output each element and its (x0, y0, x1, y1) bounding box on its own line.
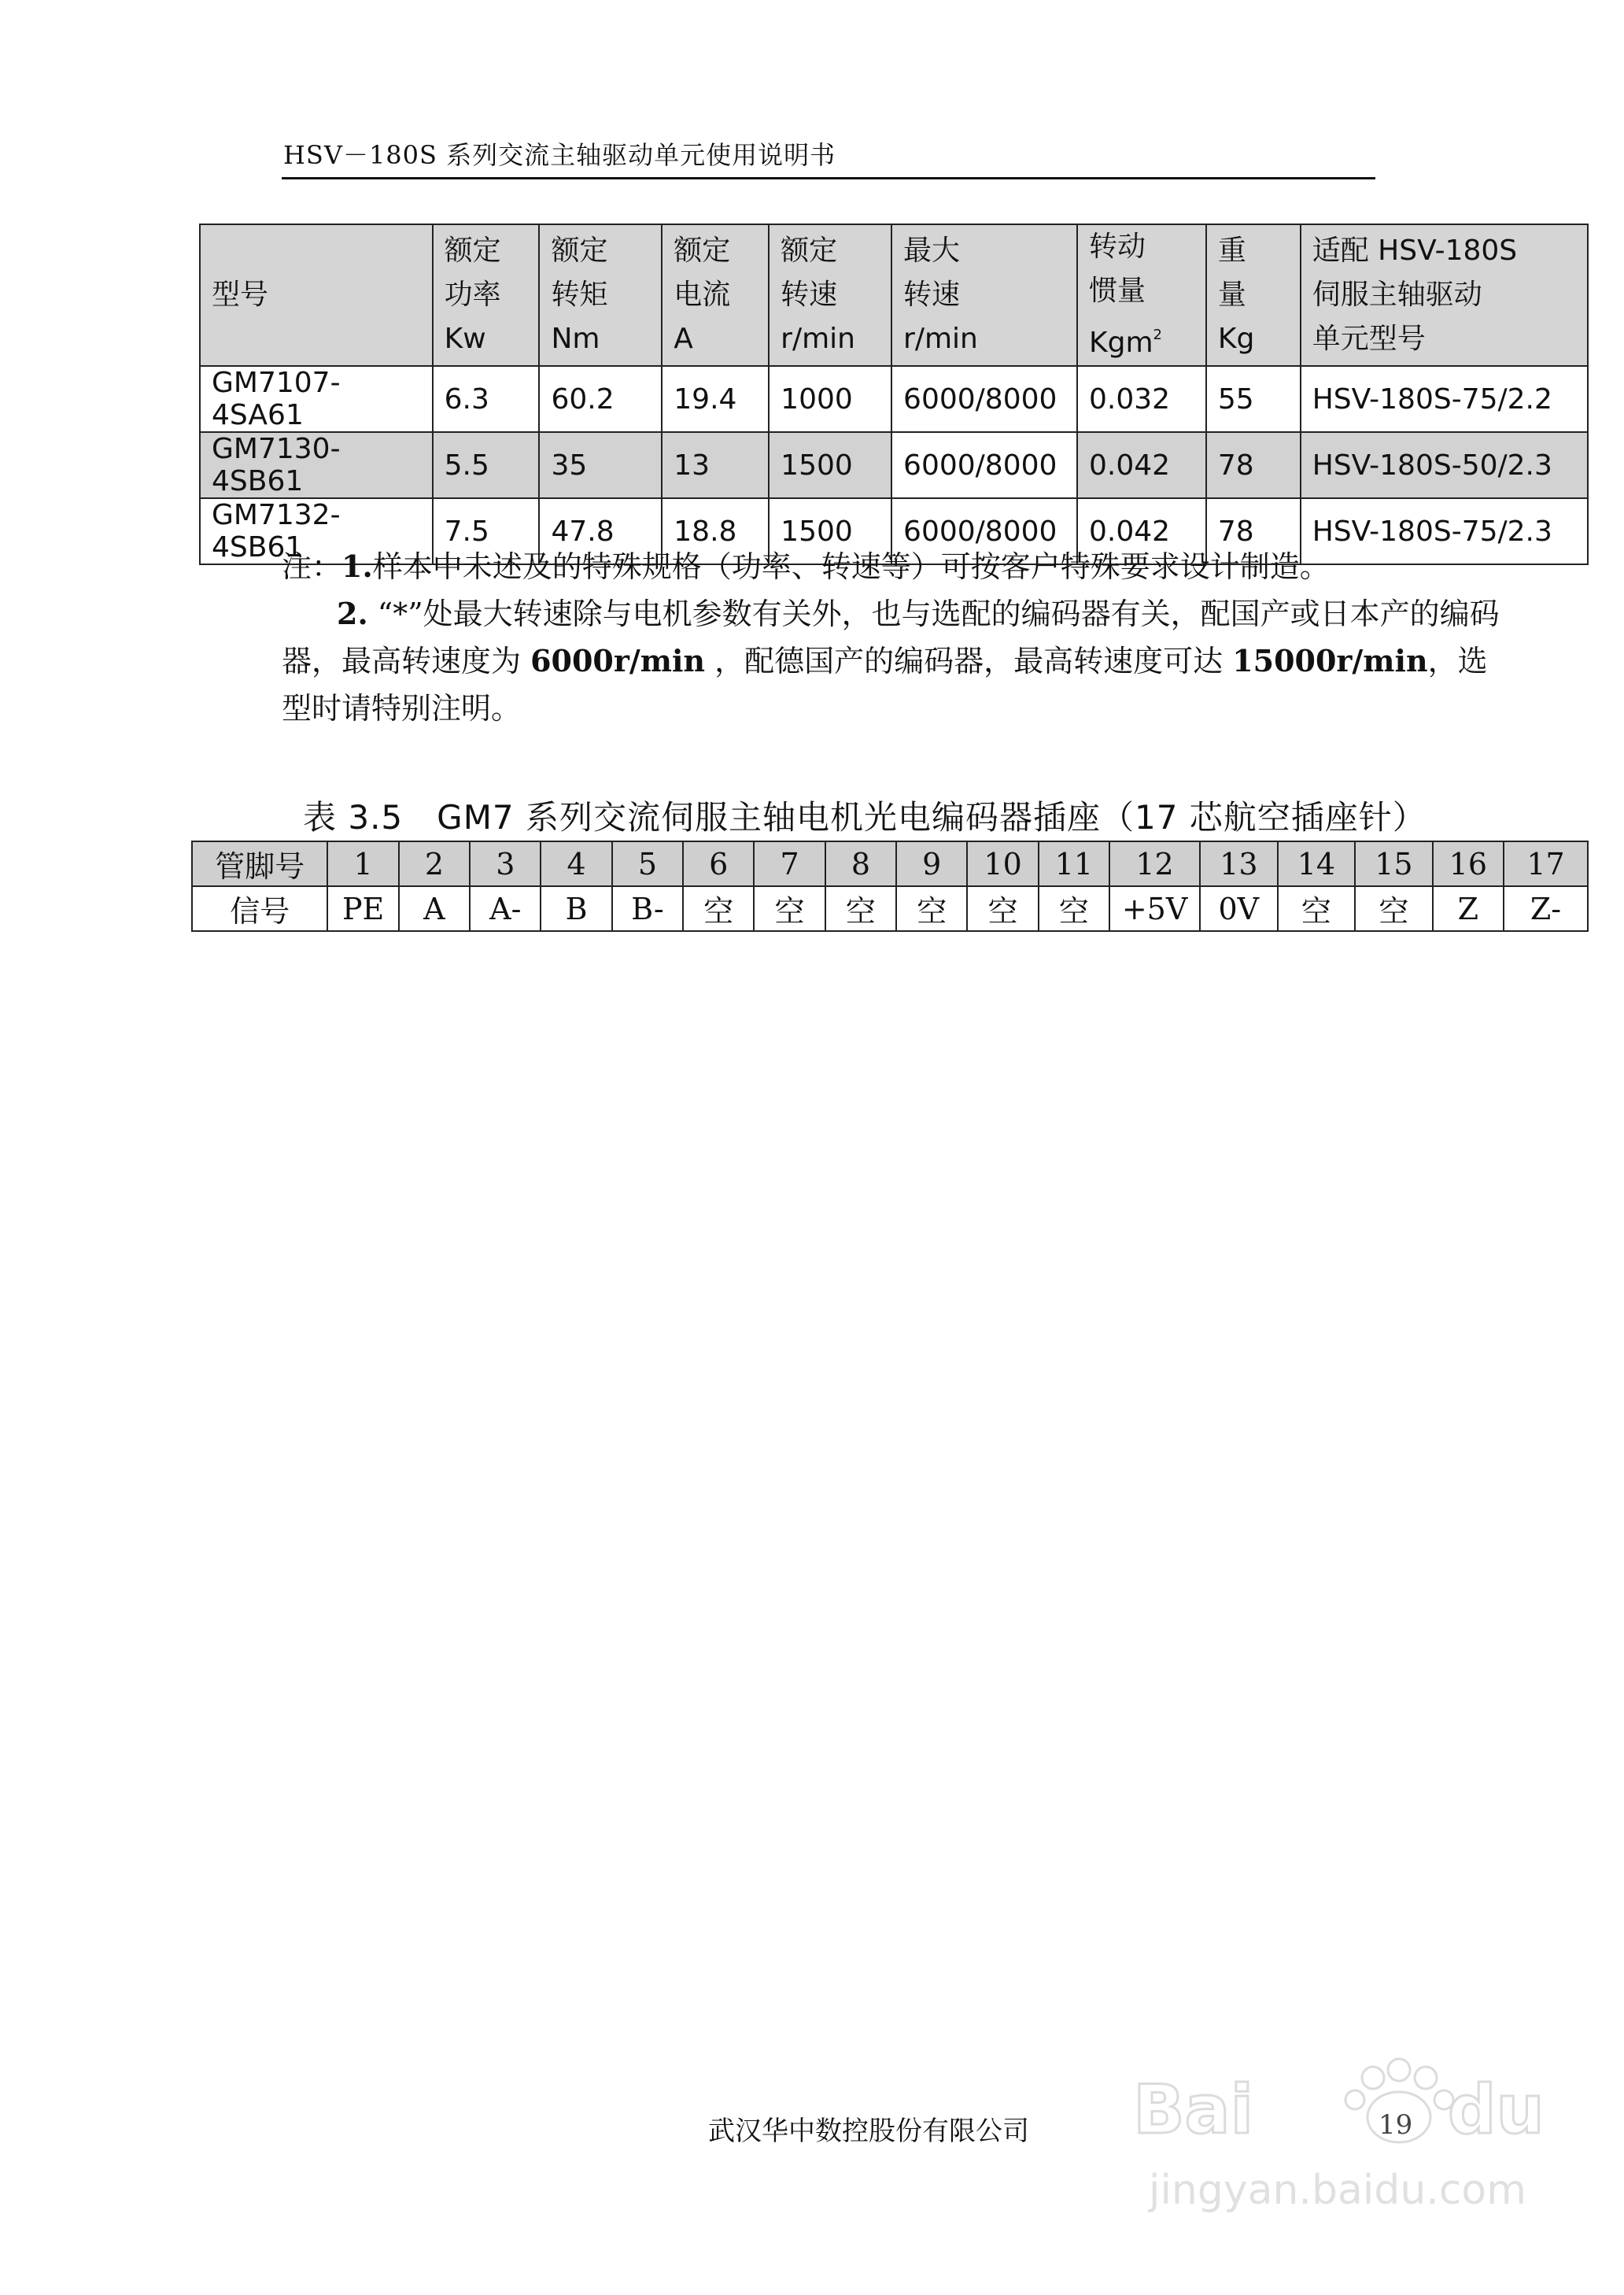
pin-number-cell: 14 (1278, 841, 1356, 886)
signal-cell: A- (470, 886, 541, 931)
signal-header-label: 信号 (192, 886, 327, 931)
header-cell-rated-current: 额定 电流 A (662, 224, 769, 366)
pin-number-cell: 6 (683, 841, 754, 886)
signal-cell: 空 (754, 886, 825, 931)
svg-text:Bai: Bai (1133, 2071, 1254, 2149)
signal-cell: 空 (1278, 886, 1356, 931)
pin-header-label: 管脚号 (192, 841, 327, 886)
header-cell-max-speed: 最大 转速 r/min (891, 224, 1077, 366)
table-cell: 6000/8000 (891, 432, 1077, 498)
table-cell: 5.5 (433, 432, 540, 498)
pin-number-row (192, 841, 1588, 886)
pin-number-cell: 4 (541, 841, 611, 886)
signal-cell: 0V (1200, 886, 1278, 931)
table-row (200, 432, 1588, 498)
signal-row (192, 886, 1588, 931)
table-cell: 7.5 (433, 498, 540, 564)
table-cell: 0.042 (1077, 498, 1206, 564)
header-cell-inertia: 转动 惯量 Kgm$^2$ (1077, 224, 1206, 366)
table-cell: 6000/8000 (891, 366, 1077, 432)
pin-number-cell: 9 (896, 841, 967, 886)
signal-cell: 空 (896, 886, 967, 931)
signal-cell: 空 (967, 886, 1038, 931)
pin-number-cell: 17 (1504, 841, 1588, 886)
table-cell: 78 (1206, 432, 1301, 498)
signal-cell: B (541, 886, 611, 931)
table-cell: 0.042 (1077, 432, 1206, 498)
signal-cell: 空 (1039, 886, 1109, 931)
table-cell: 18.8 (662, 498, 769, 564)
table-cell: HSV-180S-75/2.2 (1301, 366, 1588, 432)
table-cell: 19.4 (662, 366, 769, 432)
table-cell: 13 (662, 432, 769, 498)
notes-section (282, 543, 1509, 732)
pin-number-cell: 11 (1039, 841, 1109, 886)
baidu-jingyan-watermark (1133, 2046, 1605, 2227)
pin-number-cell: 2 (399, 841, 470, 886)
header-cell-rated-speed: 额定 转速 r/min (769, 224, 891, 366)
pin-number-cell: 3 (470, 841, 541, 886)
pin-number-cell: 10 (967, 841, 1038, 886)
header-rule (282, 177, 1375, 179)
table-cell: HSV-180S-75/2.3 (1301, 498, 1588, 564)
pin-number-cell: 12 (1109, 841, 1200, 886)
table-cell: 47.8 (539, 498, 662, 564)
pin-number-cell: 15 (1355, 841, 1433, 886)
header-cell-weight: 重 量 Kg (1206, 224, 1301, 366)
signal-cell: 空 (825, 886, 896, 931)
table-cell: 60.2 (539, 366, 662, 432)
header-cell-rated-power: 额定 功率 Kw (433, 224, 540, 366)
note-2: 2. “*”处最大转速除与电机参数有关外，也与选配的编码器有关，配国产或日本产的编码器，最高转速度为 6000r/min ，配德国产的编码器，最高转速度可达 15000r/min，选型时请特别注明。 (282, 596, 1500, 726)
table-cell: 6.3 (433, 366, 540, 432)
page-number: 19 (1379, 2109, 1413, 2141)
pin-number-cell: 16 (1433, 841, 1504, 886)
watermark-url: jingyan.baidu.com (1149, 2167, 1526, 2214)
superscript-2: 2 (1153, 327, 1162, 343)
pin-number-cell: 1 (327, 841, 398, 886)
signal-cell: Z- (1504, 886, 1588, 931)
document-header-title: HSV－180S 系列交流主轴驱动单元使用说明书 (283, 140, 836, 170)
signal-cell: 空 (1355, 886, 1433, 931)
footer-company: 武汉华中数控股份有限公司 (708, 2116, 1029, 2147)
signal-cell: Z (1433, 886, 1504, 931)
table-cell: 78 (1206, 498, 1301, 564)
table-cell: GM7130-4SB61 (200, 432, 433, 498)
signal-cell: PE (327, 886, 398, 931)
table-cell: 1000 (769, 366, 891, 432)
table-cell: 55 (1206, 366, 1301, 432)
pin-number-cell: 7 (754, 841, 825, 886)
table-cell: GM7107-4SA61 (200, 366, 433, 432)
motor-spec-table (199, 224, 1589, 565)
table-cell: HSV-180S-50/2.3 (1301, 432, 1588, 498)
signal-cell: B- (612, 886, 683, 931)
pin-number-cell: 13 (1200, 841, 1278, 886)
table-row (200, 366, 1588, 432)
pin-number-cell: 5 (612, 841, 683, 886)
table-cell: 1500 (769, 432, 891, 498)
encoder-pin-table (191, 841, 1589, 932)
header-cell-rated-torque: 额定 转矩 Nm (539, 224, 662, 366)
signal-cell: +5V (1109, 886, 1200, 931)
table-cell: 6000/8000 (891, 498, 1077, 564)
note-1: 注：1.样本中未述及的特殊规格（功率、转速等）可按客户特殊要求设计制造。 (282, 549, 1330, 584)
pin-number-cell: 8 (825, 841, 896, 886)
svg-text:du: du (1448, 2071, 1545, 2149)
table-cell: 35 (539, 432, 662, 498)
pin-table-caption: 表 3.5 GM7 系列交流伺服主轴电机光电编码器插座（17 芯航空插座针） (303, 798, 1427, 837)
signal-cell: 空 (683, 886, 754, 931)
motor-table-header-row (200, 224, 1588, 366)
header-cell-model: 型号 (200, 224, 433, 366)
table-cell: GM7132-4SB61 (200, 498, 433, 564)
signal-cell: A (399, 886, 470, 931)
header-cell-drive-model: 适配 HSV-180S 伺服主轴驱动 单元型号 (1301, 224, 1588, 366)
table-cell: 1500 (769, 498, 891, 564)
table-cell: 0.032 (1077, 366, 1206, 432)
